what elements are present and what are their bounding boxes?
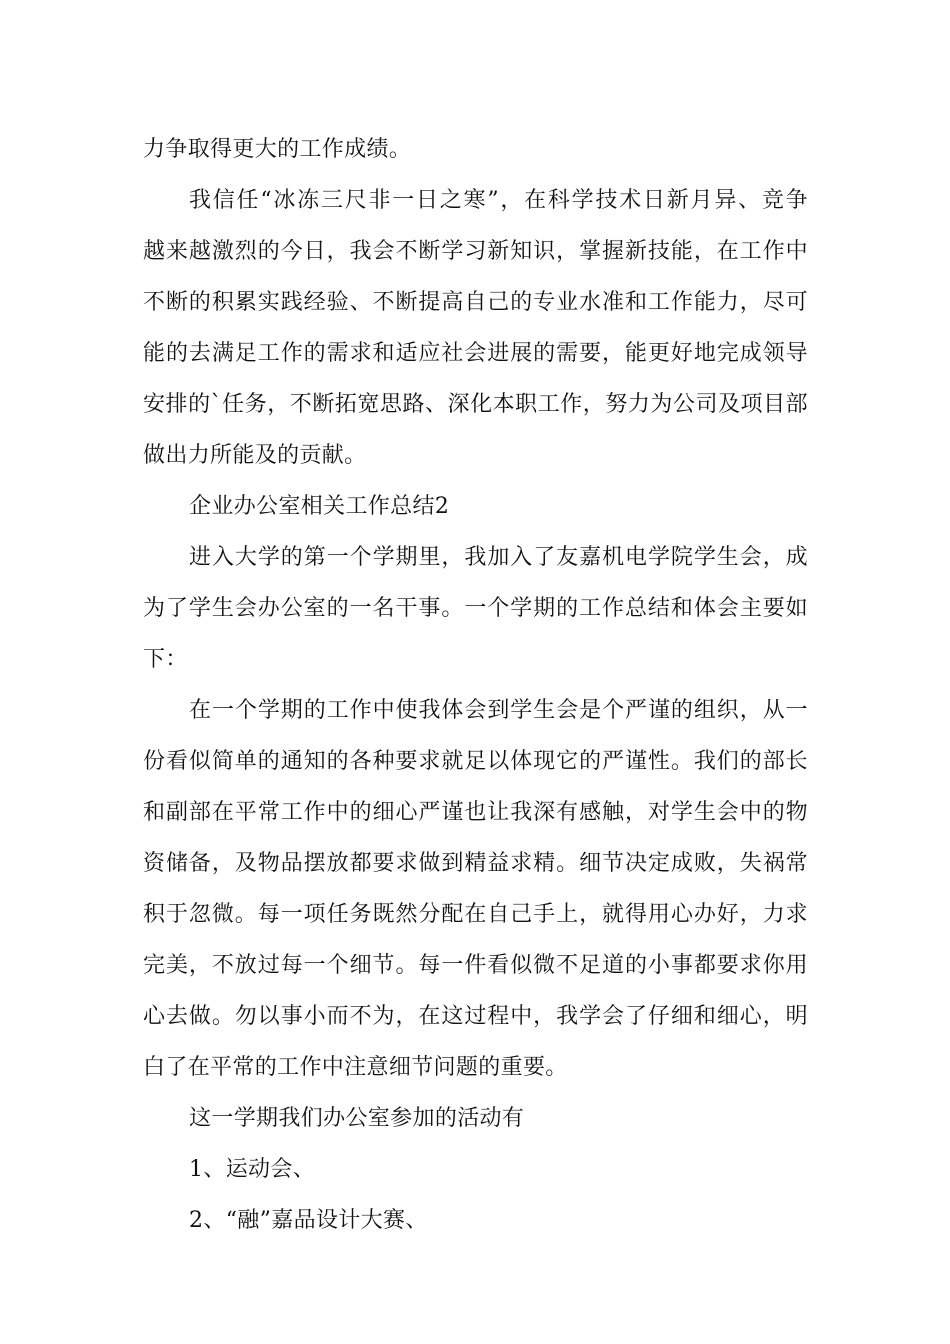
- paragraph-line: 和副部在平常工作中的细心严谨也让我深有感触，对学生会中的物: [143, 800, 808, 825]
- paragraph-line: 力争取得更大的工作成绩。: [143, 137, 412, 162]
- paragraph-line: 心去做。勿以事小而不为，在这过程中，我学会了仔细和细心，明: [143, 1004, 808, 1029]
- paragraph-line: 越来越激烈的今日，我会不断学习新知识，掌握新技能，在工作中: [143, 239, 808, 264]
- paragraph-line: 安排的`任务，不断拓宽思路、深化本职工作，努力为公司及项目部: [143, 392, 808, 417]
- paragraph-line: 下：: [143, 647, 188, 672]
- paragraph-line: 在一个学期的工作中使我体会到学生会是个严谨的组织，从一: [189, 698, 808, 723]
- paragraph-line: 不断的积累实践经验、不断提高自己的专业水准和工作能力，尽可: [143, 290, 808, 315]
- paragraph-line: 积于忽微。每一项任务既然分配在自己手上，就得用心办好，力求: [143, 902, 808, 927]
- paragraph-line: 能的去满足工作的需求和适应社会进展的需要，能更好地完成领导: [143, 341, 808, 366]
- paragraph-line: 做出力所能及的贡献。: [143, 443, 367, 468]
- list-item: 2、“融”嘉品设计大赛、: [189, 1208, 428, 1233]
- paragraph-line: 资储备，及物品摆放都要求做到精益求精。细节决定成败，失祸常: [143, 851, 808, 876]
- paragraph-line: 份看似简单的通知的各种要求就足以体现它的严谨性。我们的部长: [143, 749, 808, 774]
- paragraph-line: 我信任“冰冻三尺非一日之寒”，在科学技术日新月异、竞争: [189, 188, 808, 213]
- paragraph-line: 完美，不放过每一个细节。每一件看似微不足道的小事都要求你用: [143, 953, 808, 978]
- section-heading: 企业办公室相关工作总结2: [189, 494, 450, 519]
- paragraph-line: 白了在平常的工作中注意细节问题的重要。: [143, 1055, 568, 1080]
- list-item: 1、运动会、: [189, 1157, 316, 1182]
- paragraph-line: 为了学生会办公室的一名干事。一个学期的工作总结和体会主要如: [143, 596, 808, 621]
- paragraph-line: 进入大学的第一个学期里，我加入了友嘉机电学院学生会，成: [189, 545, 808, 570]
- paragraph-line: 这一学期我们办公室参加的活动有: [189, 1106, 525, 1131]
